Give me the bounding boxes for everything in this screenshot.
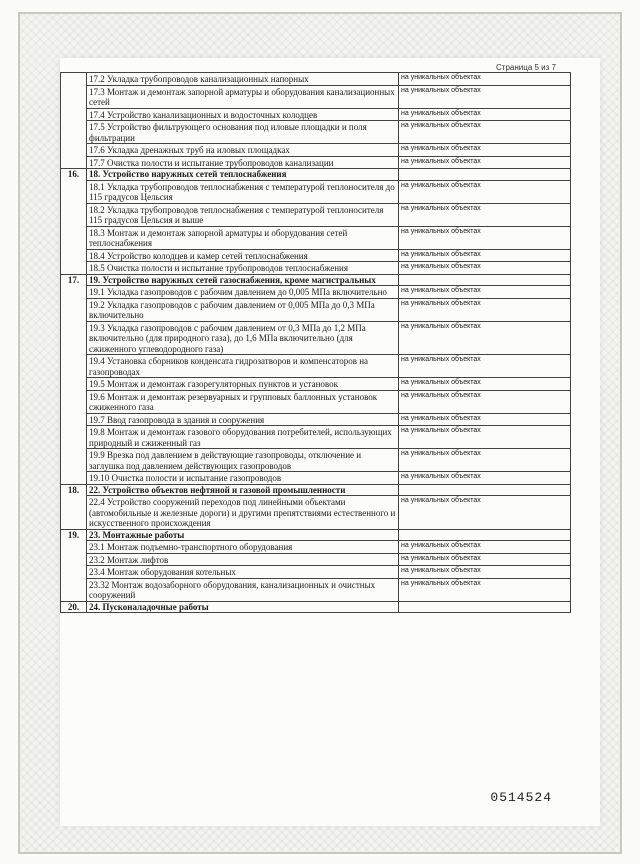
work-item-scope: на уникальных объектах: [399, 578, 571, 601]
work-item-row: [61, 108, 571, 121]
work-item-row: [61, 390, 571, 413]
work-item-row: [61, 426, 571, 449]
work-item-scope: на уникальных объектах: [399, 378, 571, 391]
work-item-scope: на уникальных объектах: [399, 286, 571, 299]
section-scope-empty: [399, 274, 571, 286]
work-item-description: 18.5 Очистка полости и испытание трубопроводов теплоснабжения: [87, 262, 399, 275]
section-scope-empty: [399, 484, 571, 496]
work-item-scope: на уникальных объектах: [399, 156, 571, 169]
section-title: 22. Устройство объектов нефтяной и газовой промышленности: [87, 484, 399, 496]
work-item-scope: на уникальных объектах: [399, 85, 571, 108]
work-item-scope: на уникальных объектах: [399, 226, 571, 249]
section-scope-empty: [399, 529, 571, 541]
work-item-row: [61, 321, 571, 355]
work-item-description: 19.1 Укладка газопроводов с рабочим давлением до 0,005 МПа включительно: [87, 286, 399, 299]
work-item-row: [61, 249, 571, 262]
section-header-row: [61, 529, 571, 541]
work-item-row: [61, 226, 571, 249]
page-number-label: Страница 5 из 7: [496, 63, 556, 72]
work-item-description: 19.7 Ввод газопровода в здания и сооружения: [87, 413, 399, 426]
work-item-row: [61, 472, 571, 485]
work-item-row: [61, 203, 571, 226]
work-item-scope: на уникальных объектах: [399, 496, 571, 530]
section-number: [61, 73, 87, 169]
work-item-row: [61, 378, 571, 391]
work-item-description: 18.2 Укладка трубопроводов теплоснабжения с температурой теплоносителя 115 градусов Цельсия и выше: [87, 203, 399, 226]
work-item-scope: на уникальных объектах: [399, 108, 571, 121]
work-item-description: 17.6 Укладка дренажных труб на иловых площадках: [87, 144, 399, 157]
work-item-scope: на уникальных объектах: [399, 449, 571, 472]
work-item-scope: на уникальных объектах: [399, 541, 571, 554]
section-header-row: [61, 274, 571, 286]
work-item-description: 23.2 Монтаж лифтов: [87, 553, 399, 566]
work-item-row: [61, 578, 571, 601]
work-item-description: 17.7 Очистка полости и испытание трубопроводов канализации: [87, 156, 399, 169]
work-item-description: 23.32 Монтаж водозаборного оборудования, канализационных и очистных сооружений: [87, 578, 399, 601]
work-item-scope: на уникальных объектах: [399, 355, 571, 378]
work-item-scope: на уникальных объектах: [399, 180, 571, 203]
work-item-description: 23.4 Монтаж оборудования котельных: [87, 566, 399, 579]
section-scope-empty: [399, 169, 571, 181]
work-item-scope: на уникальных объектах: [399, 321, 571, 355]
work-item-description: 19.4 Установка сборников конденсата гидрозатворов и компенсаторов на газопроводах: [87, 355, 399, 378]
section-title: 24. Пусконаладочные работы: [87, 601, 399, 613]
work-item-description: 17.3 Монтаж и демонтаж запорной арматуры и оборудования канализационных сетей: [87, 85, 399, 108]
work-item-scope: на уникальных объектах: [399, 144, 571, 157]
section-number: 16.: [61, 169, 87, 275]
work-item-scope: на уникальных объектах: [399, 203, 571, 226]
section-header-row: [61, 484, 571, 496]
work-item-row: [61, 298, 571, 321]
work-item-row: [61, 413, 571, 426]
work-item-description: 19.3 Укладка газопроводов с рабочим давлением от 0,3 МПа до 1,2 МПа включительно (для природного газа), до 1,6 МПа включительно (для сжиженного углеводородного газа): [87, 321, 399, 355]
work-item-description: 19.5 Монтаж и демонтаж газорегуляторных пунктов и установок: [87, 378, 399, 391]
serial-number: 0514524: [490, 790, 552, 805]
work-item-row: [61, 156, 571, 169]
work-item-row: [61, 180, 571, 203]
work-item-row: [61, 553, 571, 566]
section-number: 20.: [61, 601, 87, 613]
section-scope-empty: [399, 601, 571, 613]
work-item-row: [61, 286, 571, 299]
work-item-row: [61, 121, 571, 144]
work-item-description: 18.3 Монтаж и демонтаж запорной арматуры и оборудования сетей теплоснабжения: [87, 226, 399, 249]
work-item-row: [61, 73, 571, 86]
work-item-description: 22.4 Устройство сооружений переходов под линейными объектами (автомобильные и железные дороги) и другими препятствиями естественного и искусственного происхождения: [87, 496, 399, 530]
section-header-row: [61, 169, 571, 181]
work-item-description: 19.6 Монтаж и демонтаж резервуарных и групповых баллонных установок сжиженного газа: [87, 390, 399, 413]
work-item-row: [61, 449, 571, 472]
work-item-description: 19.8 Монтаж и демонтаж газового оборудования потребителей, использующих природный и сжиженный газ: [87, 426, 399, 449]
section-title: 19. Устройство наружных сетей газоснабжения, кроме магистральных: [87, 274, 399, 286]
work-item-description: 17.4 Устройство канализационных и водосточных колодцев: [87, 108, 399, 121]
work-item-description: 18.4 Устройство колодцев и камер сетей теплоснабжения: [87, 249, 399, 262]
work-item-scope: на уникальных объектах: [399, 553, 571, 566]
work-item-scope: на уникальных объектах: [399, 472, 571, 485]
work-item-row: [61, 85, 571, 108]
section-number: 17.: [61, 274, 87, 484]
work-item-description: 19.10 Очистка полости и испытание газопроводов: [87, 472, 399, 485]
work-item-scope: на уникальных объектах: [399, 390, 571, 413]
work-item-description: 19.9 Врезка под давлением в действующие газопроводы, отключение и заглушка под давлением действующих газопроводов: [87, 449, 399, 472]
work-item-scope: на уникальных объектах: [399, 426, 571, 449]
work-item-row: [61, 496, 571, 530]
work-item-scope: на уникальных объектах: [399, 566, 571, 579]
section-title: 18. Устройство наружных сетей теплоснабжения: [87, 169, 399, 181]
work-item-scope: на уникальных объектах: [399, 413, 571, 426]
work-item-row: [61, 355, 571, 378]
work-item-description: 17.2 Укладка трубопроводов канализационных напорных: [87, 73, 399, 86]
work-item-row: [61, 566, 571, 579]
section-number: 18.: [61, 484, 87, 529]
work-item-description: 19.2 Укладка газопроводов с рабочим давлением от 0,005 МПа до 0,3 МПа включительно: [87, 298, 399, 321]
section-title: 23. Монтажные работы: [87, 529, 399, 541]
work-item-row: [61, 262, 571, 275]
work-item-scope: на уникальных объектах: [399, 73, 571, 86]
work-item-scope: на уникальных объектах: [399, 262, 571, 275]
work-item-row: [61, 541, 571, 554]
works-table-body: [61, 73, 571, 613]
work-item-description: 18.1 Укладка трубопроводов теплоснабжения с температурой теплоносителя до 115 градусов Цельсия: [87, 180, 399, 203]
work-item-scope: на уникальных объектах: [399, 298, 571, 321]
section-header-row: [61, 601, 571, 613]
work-item-scope: на уникальных объектах: [399, 249, 571, 262]
work-item-row: [61, 144, 571, 157]
work-item-description: 17.5 Устройство фильтрующего основания под иловые площадки и поля фильтрации: [87, 121, 399, 144]
works-table: [60, 72, 571, 613]
section-number: 19.: [61, 529, 87, 601]
work-item-description: 23.1 Монтаж подъемно-транспортного оборудования: [87, 541, 399, 554]
work-item-scope: на уникальных объектах: [399, 121, 571, 144]
